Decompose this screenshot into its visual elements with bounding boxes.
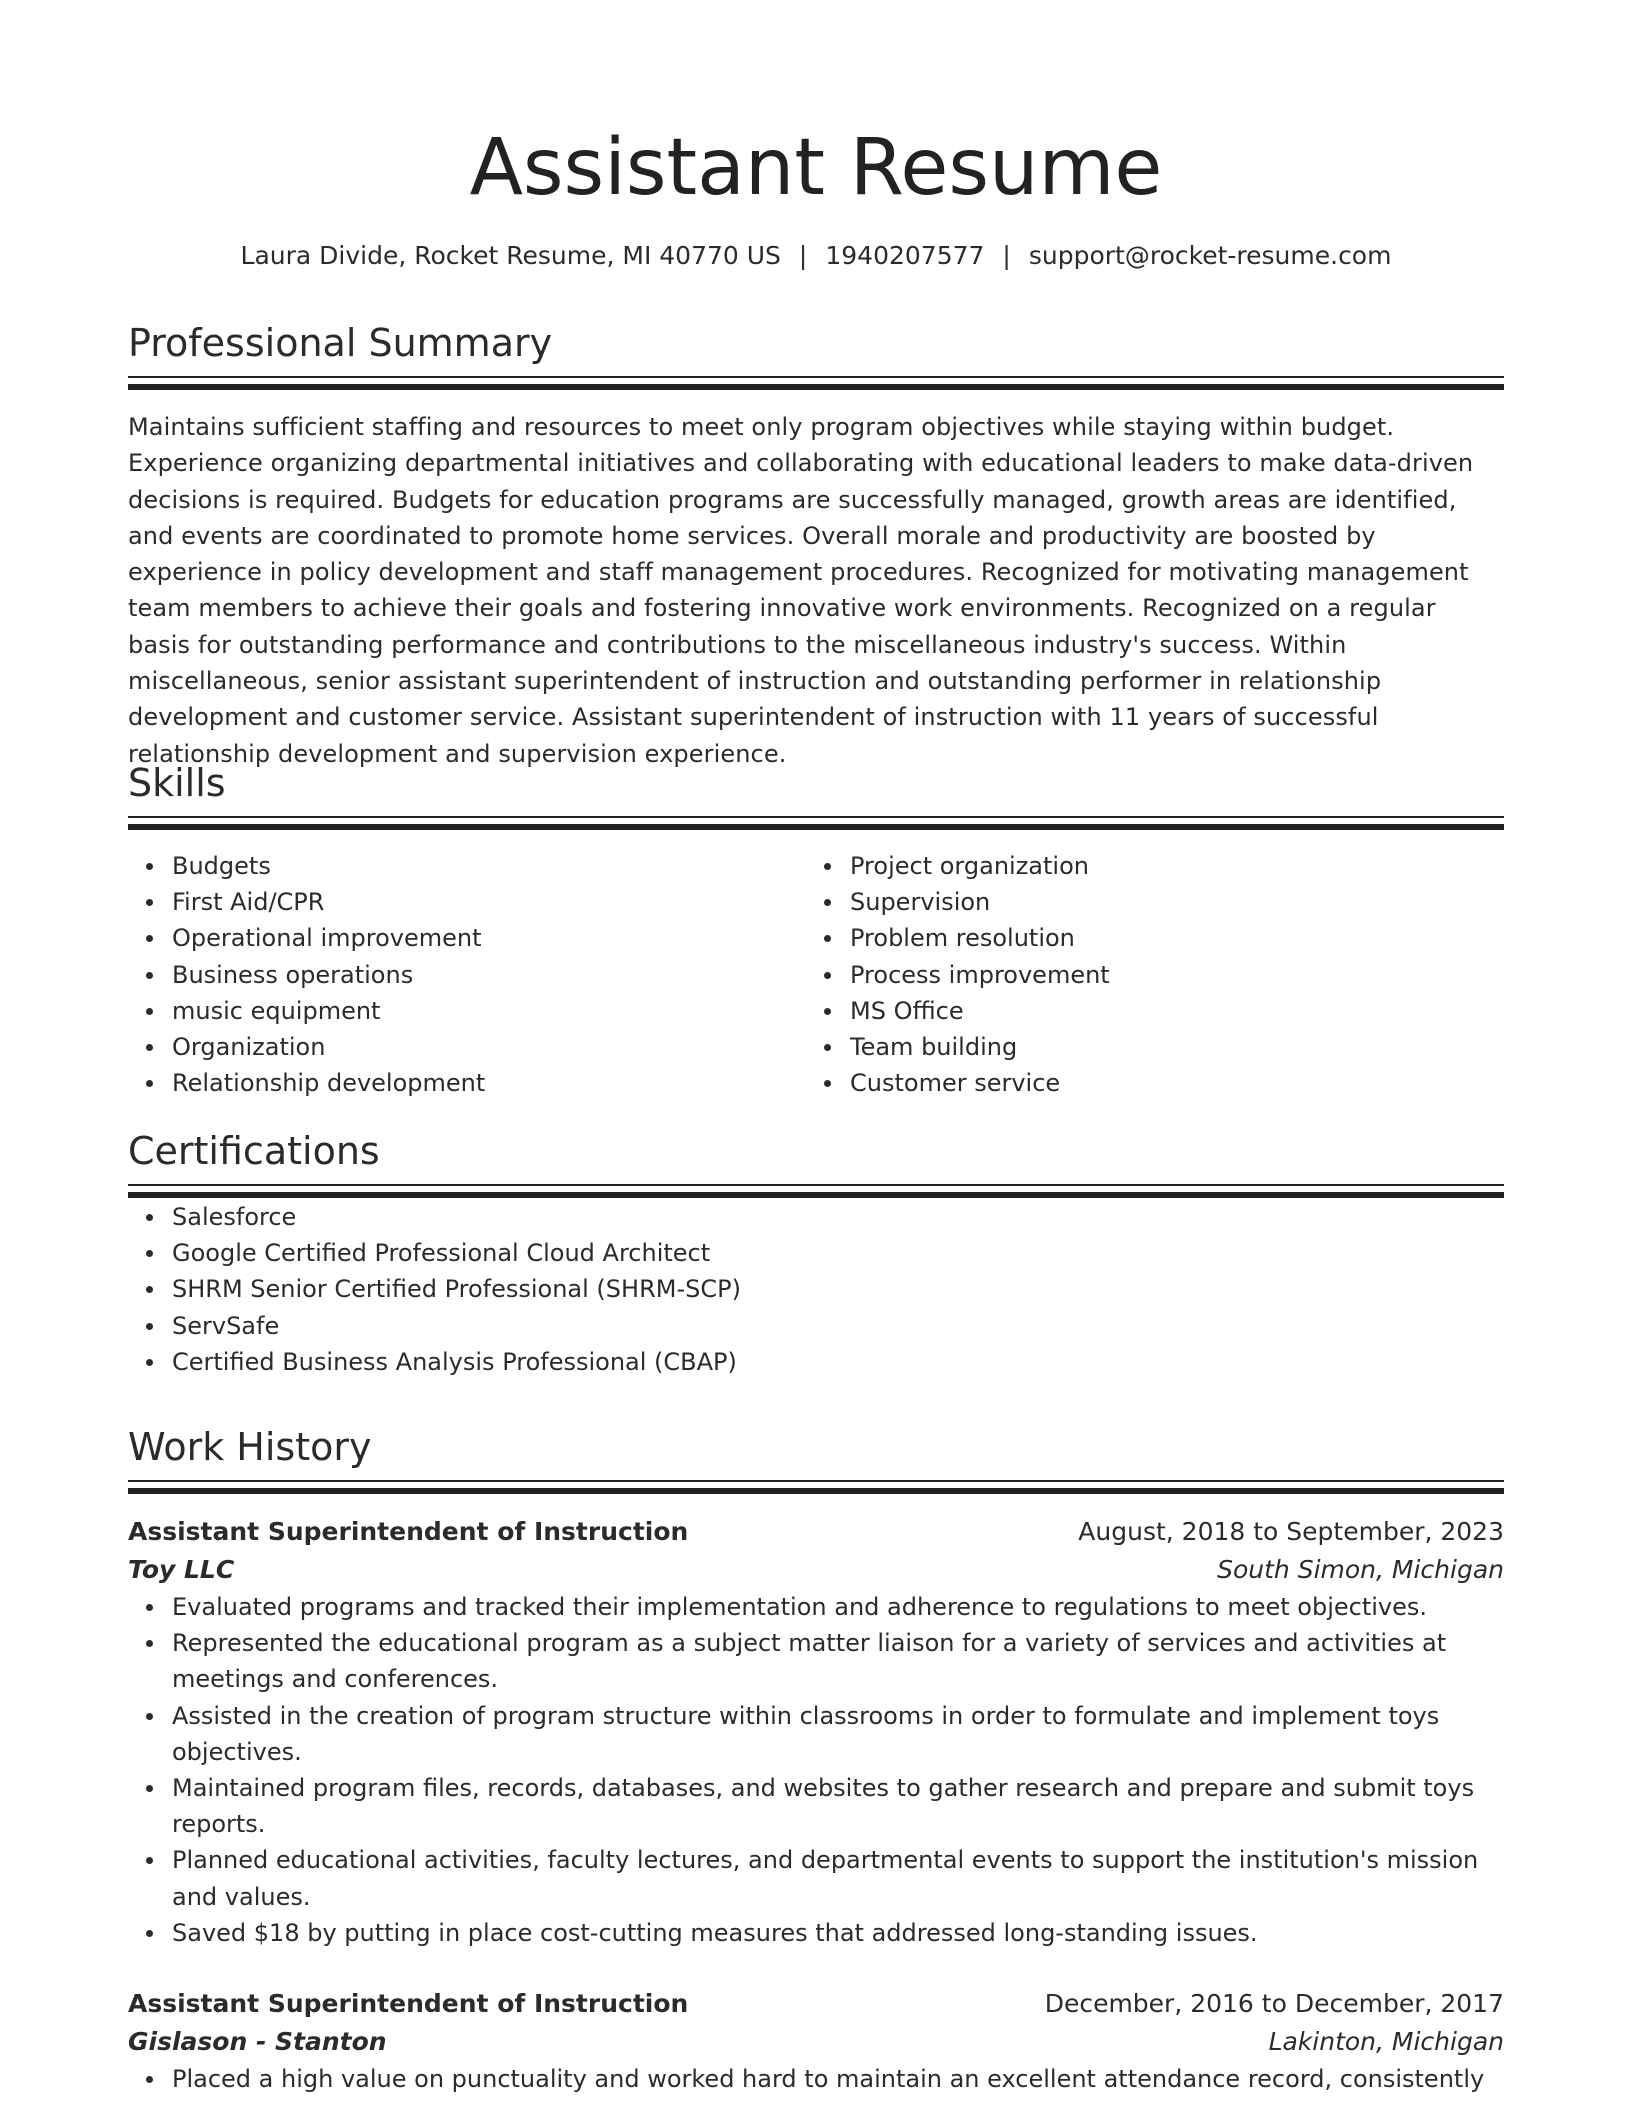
job-bullet: Saved $18 by putting in place cost-cutting measures that addressed long-standing issues. <box>172 1915 1504 1951</box>
contact-line <box>128 236 1504 276</box>
job-bullet: Planned educational activities, faculty lectures, and departmental events to support the institution's mission and values. <box>172 1842 1504 1914</box>
job-bullet: Maintained program files, records, databases, and websites to gather research and prepare and submit toys reports. <box>172 1770 1504 1842</box>
certification-item: Certified Business Analysis Professional (CBAP) <box>172 1344 1504 1380</box>
certification-item: SHRM Senior Certified Professional (SHRM-SCP) <box>172 1271 1504 1307</box>
job-title: Assistant Superintendent of Instruction <box>128 1989 689 2019</box>
certification-item: ServSafe <box>172 1308 1504 1344</box>
skill-item: Operational improvement <box>172 920 806 956</box>
job-location: South Simon, Michigan <box>1217 1555 1504 1584</box>
section-divider <box>128 1184 1504 1199</box>
contact-address: Laura Divide, Rocket Resume, MI 40770 US <box>240 241 781 270</box>
section-divider <box>128 816 1504 831</box>
job-subheader-row <box>128 1551 1504 1589</box>
skill-item: First Aid/CPR <box>172 884 806 920</box>
skill-item: MS Office <box>850 993 1484 1029</box>
skill-item: Business operations <box>172 957 806 993</box>
summary-section <box>128 318 1504 772</box>
job-bullet-list <box>128 2061 1504 2097</box>
job-company: Toy LLC <box>128 1555 235 1584</box>
skill-item: music equipment <box>172 993 806 1029</box>
job-bullet: Evaluated programs and tracked their implementation and adherence to regulations to meet objectives. <box>172 1589 1504 1625</box>
certification-item: Google Certified Professional Cloud Architect <box>172 1235 1504 1271</box>
skill-item: Problem resolution <box>850 920 1484 956</box>
skill-item: Budgets <box>172 848 806 884</box>
contact-email: support@rocket-resume.com <box>1028 241 1392 270</box>
resume-title: Assistant Resume <box>469 123 1163 213</box>
section-heading-work-history: Work History <box>128 1425 372 1469</box>
contact-separator: | <box>798 241 808 270</box>
contact-separator: | <box>1002 241 1011 270</box>
skills-column-right <box>806 848 1484 1101</box>
job-entry <box>128 1513 1504 1951</box>
job-subheader-row <box>128 2023 1504 2061</box>
section-divider <box>128 376 1504 391</box>
summary-text: Maintains sufficient staffing and resources to meet only program objectives while staying within budget. Experience organizing departmental initiatives and collaborating with educational leaders to make data-driven decisions is required. Budgets for education programs are successfully managed, growth areas are identified, and events are coordinated to promote home services. Overall morale and productivity are boosted by experience in policy development and staff management procedures. Recognized for motivating management team members to achieve their goals and fostering innovative work environments. Recognized on a regular basis for outstanding performance and contributions to the miscellaneous industry's success. Within miscellaneous, senior assistant superintendent of instruction and outstanding performer in relationship development and customer service. Assistant superintendent of instruction with 11 years of successful relationship development and supervision experience. <box>128 413 1474 768</box>
skills-list-left <box>128 848 806 1101</box>
skill-item: Relationship development <box>172 1065 806 1101</box>
skill-item: Customer service <box>850 1065 1484 1101</box>
job-bullet-list <box>128 1589 1504 1951</box>
skill-item: Organization <box>172 1029 806 1065</box>
skills-grid <box>128 848 1504 1101</box>
section-divider <box>128 1480 1504 1495</box>
certification-item: Salesforce <box>172 1199 1504 1235</box>
job-header-row <box>128 1985 1504 2023</box>
work-history-section <box>128 1422 1504 2097</box>
section-heading-skills: Skills <box>128 761 226 805</box>
job-title: Assistant Superintendent of Instruction <box>128 1517 689 1546</box>
certifications-list <box>128 1199 1504 1380</box>
skills-list-right <box>806 848 1484 1101</box>
section-heading-summary: Professional Summary <box>128 321 553 365</box>
job-location: Lakinton, Michigan <box>1268 2027 1504 2057</box>
job-bullet: Assisted in the creation of program structure within classrooms in order to formulate and implement toys objectives. <box>172 1698 1504 1770</box>
certifications-section <box>128 1126 1504 1380</box>
skills-column-left <box>128 848 806 1101</box>
section-heading-certifications: Certifications <box>128 1129 380 1173</box>
job-bullet: Represented the educational program as a subject matter liaison for a variety of services and activities at meetings and conferences. <box>172 1625 1504 1697</box>
job-company: Gislason - Stanton <box>128 2027 387 2057</box>
skill-item: Project organization <box>850 848 1484 884</box>
job-header-row <box>128 1513 1504 1551</box>
contact-phone: 1940207577 <box>825 241 985 270</box>
skill-item: Process improvement <box>850 957 1484 993</box>
job-dates: December, 2016 to December, 2017 <box>1044 1989 1504 2019</box>
skills-section <box>128 758 1504 1101</box>
job-dates: August, 2018 to September, 2023 <box>1078 1517 1504 1546</box>
job-bullet: Placed a high value on punctuality and worked hard to maintain an excellent attendance record, consistently <box>172 2061 1504 2097</box>
skill-item: Team building <box>850 1029 1484 1065</box>
skill-item: Supervision <box>850 884 1484 920</box>
job-entry <box>128 1985 1504 2097</box>
